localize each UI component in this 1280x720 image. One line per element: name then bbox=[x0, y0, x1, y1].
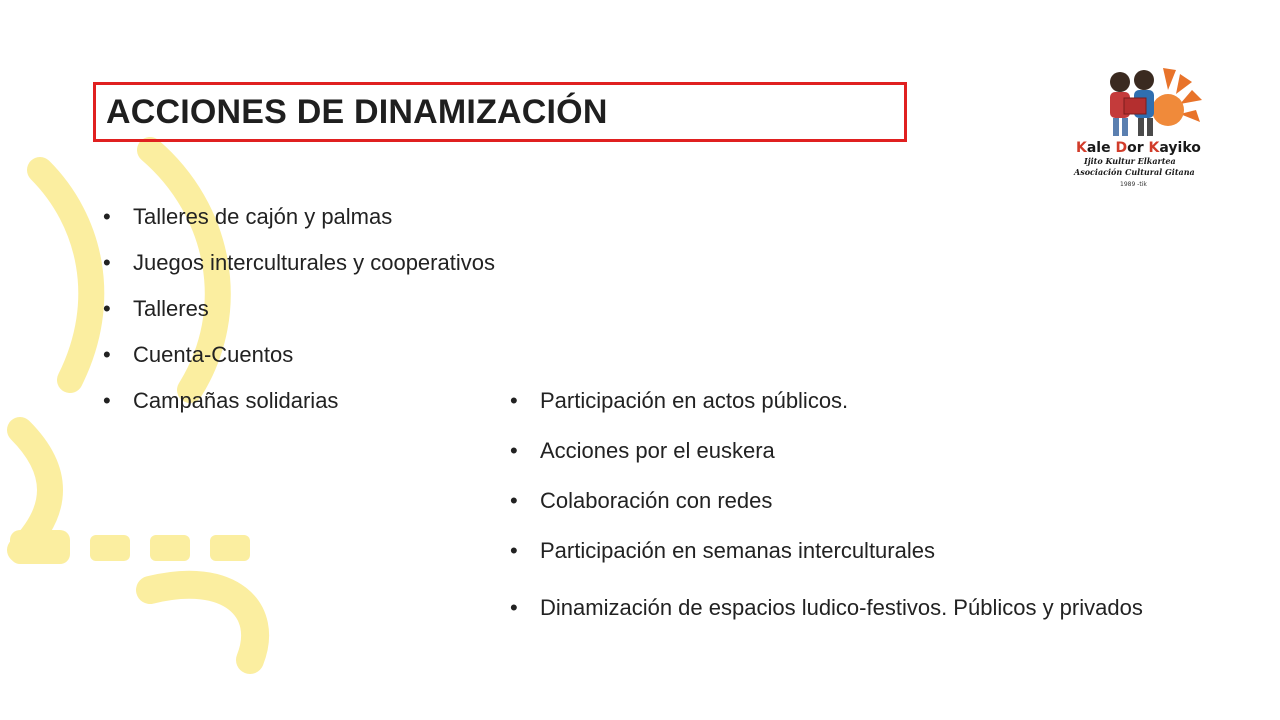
list-item: • Talleres de cajón y palmas bbox=[103, 204, 543, 230]
logo-illustration-icon bbox=[1068, 60, 1208, 190]
bullet-list-right bbox=[510, 388, 1240, 652]
list-item: • Participación en actos públicos. bbox=[510, 388, 1240, 414]
list-item: • Juegos interculturales y cooperativos bbox=[103, 250, 543, 276]
svg-text:1989 -tik: 1989 -tik bbox=[1120, 181, 1147, 188]
svg-text:Asociación Cultural Gitana: Asociación Cultural Gitana bbox=[1074, 167, 1195, 177]
list-item: • Acciones por el euskera bbox=[510, 438, 1240, 464]
list-item: • Cuenta-Cuentos bbox=[103, 342, 543, 368]
title-box bbox=[93, 82, 907, 142]
list-item: • Campañas solidarias bbox=[103, 388, 543, 414]
svg-text:Kale Dor Kayiko: Kale Dor Kayiko bbox=[1076, 140, 1201, 156]
list-item: • Participación en semanas interculturales bbox=[510, 538, 1240, 564]
list-item: • Colaboración con redes bbox=[510, 488, 1240, 514]
bullet-list-left bbox=[103, 204, 543, 434]
list-item: • Talleres bbox=[103, 296, 543, 322]
list-item: • Dinamización de espacios ludico-festivos. Públicos y privados bbox=[510, 588, 1240, 628]
svg-text:Ijito Kultur Elkartea: Ijito Kultur Elkartea bbox=[1084, 156, 1176, 166]
page-title: ACCIONES DE DINAMIZACIÓN bbox=[106, 92, 608, 131]
